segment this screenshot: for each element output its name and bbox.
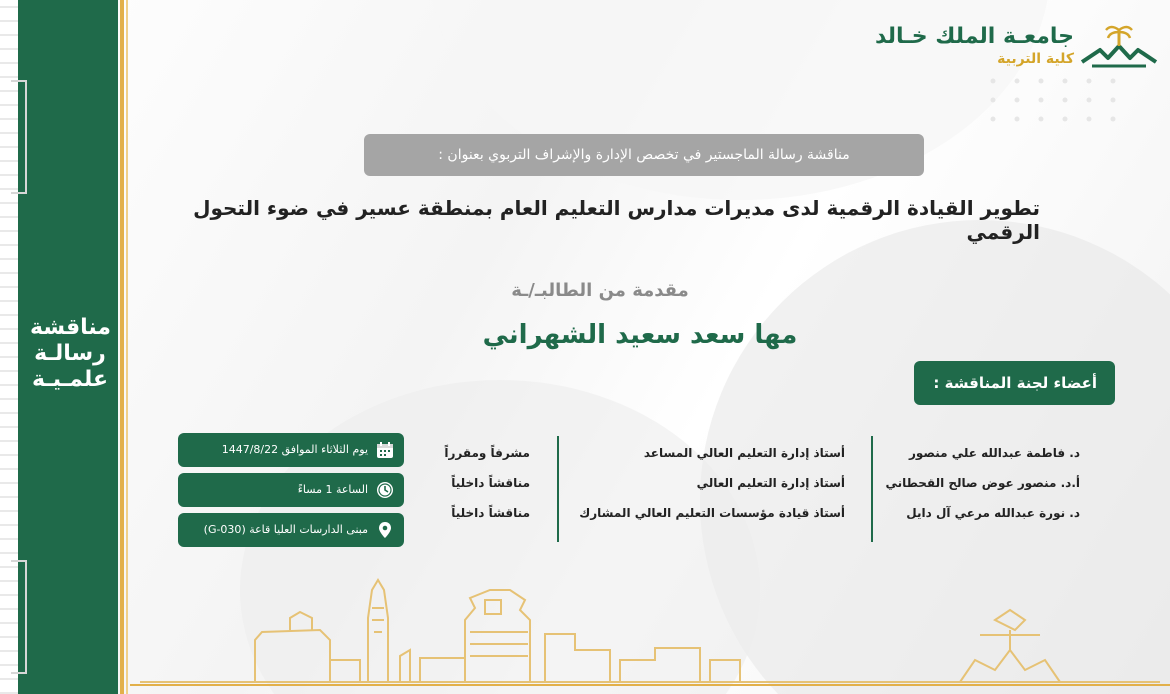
committee-names-column xyxy=(860,438,1080,528)
date-pill xyxy=(178,433,404,467)
thesis-banner: مناقشة رسالة الماجستير في تخصص الإدارة والإشراف التربوي بعنوان : xyxy=(364,134,924,176)
committee-header: أعضاء لجنة المناقشة : xyxy=(914,361,1115,405)
heritage-skyline-illustration xyxy=(0,560,1170,694)
time-pill xyxy=(178,473,404,507)
bottom-gold-line xyxy=(130,684,1170,686)
time-text: الساعة 1 مساءً xyxy=(297,483,368,496)
column-divider xyxy=(871,436,873,542)
university-name: جامعـة الملك خـالد xyxy=(875,24,1074,49)
decorative-dots xyxy=(988,76,1118,124)
committee-member-role: مناقشاً داخلياً xyxy=(451,476,530,490)
college-name: كلية التربية xyxy=(997,51,1074,67)
thesis-title: تطوير القيادة الرقمية لدى مديرات مدارس التعليم العام بمنطقة عسير في ضوء التحول الرقمي xyxy=(193,196,1040,244)
column-divider xyxy=(557,436,559,542)
university-logo-text xyxy=(875,24,1074,67)
university-emblem-icon xyxy=(1078,22,1160,70)
clock-icon xyxy=(376,481,394,499)
committee-member-title: أستاذ إدارة التعليم العالي المساعد xyxy=(643,446,845,460)
location-pill xyxy=(178,513,404,547)
committee-roles-column xyxy=(420,438,530,528)
student-name: مها سعد سعيد الشهراني xyxy=(482,320,798,350)
committee-member-title: أستاذ قيادة مؤسسات التعليم العالي المشارك xyxy=(579,506,845,520)
presented-by-label: مقدمة من الطالبـ/ـة xyxy=(511,280,689,301)
committee-member-name: د. نورة عبدالله مرعي آل دايل xyxy=(906,506,1080,520)
calendar-icon xyxy=(376,441,394,459)
committee-member-title: أستاذ إدارة التعليم العالي xyxy=(696,476,845,490)
committee-member-role: مناقشاً داخلياً xyxy=(451,506,530,520)
location-pin-icon xyxy=(376,521,394,539)
side-title xyxy=(30,315,110,393)
side-title-line: مناقشة xyxy=(30,315,111,340)
committee-member-name: د. فاطمة عبدالله علي منصور xyxy=(908,446,1080,460)
date-text: يوم الثلاثاء الموافق 1447/8/22 xyxy=(221,443,368,456)
side-title-line: رسالـة xyxy=(34,341,106,366)
side-title-line: علمـيـة xyxy=(31,367,109,392)
committee-titles-column xyxy=(545,438,845,528)
committee-member-role: مشرفاً ومقرراً xyxy=(444,446,530,460)
location-text: مبنى الدارسات العليا قاعة (G-030) xyxy=(203,523,368,536)
committee-member-name: أ.د. منصور عوض صالح القحطاني xyxy=(885,476,1080,490)
